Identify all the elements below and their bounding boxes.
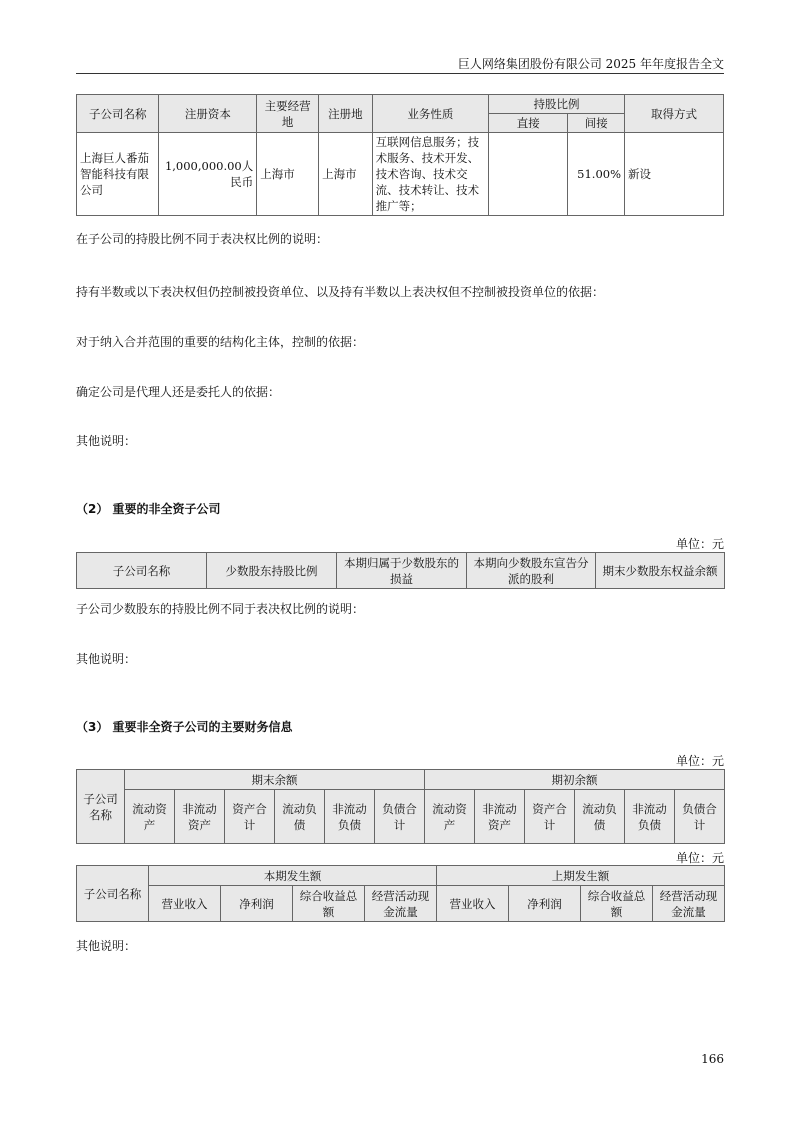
unit-label: 单位：元 [675, 754, 724, 768]
note-other-1: 其他说明： [76, 434, 137, 448]
cell-registered-place: 上海市 [319, 133, 373, 216]
th-current-liabilities: 流动负债 [275, 790, 325, 844]
th-current-assets: 流动资产 [125, 790, 175, 844]
th-noncurrent-liabilities: 非流动负债 [325, 790, 375, 844]
th-total-liabilities: 负债合计 [675, 790, 725, 844]
th-operating-cash-flow: 经营活动现金流量 [653, 886, 725, 922]
th-revenue: 营业收入 [437, 886, 509, 922]
th-subsidiary-name: 子公司名称 [77, 770, 125, 844]
table-row [77, 133, 724, 216]
header-rule [76, 73, 724, 74]
th-subsidiary-name: 子公司名称 [77, 95, 159, 133]
cell-indirect: 51.00% [568, 133, 625, 216]
cell-main-place: 上海市 [257, 133, 319, 216]
th-total-assets: 资产合计 [225, 790, 275, 844]
th-comprehensive-income: 综合收益总额 [581, 886, 653, 922]
th-registered-capital: 注册资本 [159, 95, 257, 133]
th-minority-ratio: 少数股东持股比例 [207, 553, 337, 589]
page-number: 166 [701, 1052, 724, 1066]
cell-subsidiary-name: 上海巨人番茄智能科技有限公司 [77, 133, 159, 216]
th-current-assets: 流动资产 [425, 790, 475, 844]
th-minority-equity: 期末少数股东权益余额 [596, 553, 725, 589]
cell-direct [489, 133, 568, 216]
balance-table [76, 769, 725, 844]
cell-registered-capital: 1,000,000.00人民币 [159, 133, 257, 216]
th-subsidiary-name: 子公司名称 [77, 553, 207, 589]
minority-table [76, 552, 725, 589]
th-operating-cash-flow: 经营活动现金流量 [365, 886, 437, 922]
note-structured-entity: 对于纳入合并范围的重要的结构化主体，控制的依据： [76, 335, 365, 349]
th-minority-dividend: 本期向少数股东宣告分派的股利 [467, 553, 596, 589]
note-other-3: 其他说明： [76, 939, 137, 953]
note-other-2: 其他说明： [76, 652, 137, 666]
th-indirect: 间接 [568, 114, 625, 133]
th-period-end: 期末余额 [125, 770, 425, 790]
th-total-assets: 资产合计 [525, 790, 575, 844]
income-table [76, 865, 725, 922]
th-current-period: 本期发生额 [149, 866, 437, 886]
section-3-title: （3） 重要非全资子公司的主要财务信息 [76, 720, 293, 734]
th-acquisition-method: 取得方式 [625, 95, 724, 133]
th-net-profit: 净利润 [509, 886, 581, 922]
report-header: 巨人网络集团股份有限公司 2025 年年度报告全文 [457, 57, 724, 71]
section-2-title: （2） 重要的非全资子公司 [76, 502, 221, 516]
th-direct: 直接 [489, 114, 568, 133]
subsidiary-table [76, 94, 724, 216]
note-control-basis: 持有半数或以下表决权但仍控制被投资单位、以及持有半数以上表决权但不控制被投资单位的依据： [76, 285, 605, 299]
th-subsidiary-name: 子公司名称 [77, 866, 149, 922]
unit-label: 单位：元 [675, 851, 724, 865]
th-shareholding: 持股比例 [489, 95, 625, 114]
cell-business-nature: 互联网信息服务；技术服务、技术开发、技术咨询、技术交流、技术转让、技术推广等； [372, 133, 488, 216]
th-noncurrent-liabilities: 非流动负债 [625, 790, 675, 844]
note-minority-ratio: 子公司少数股东的持股比例不同于表决权比例的说明： [76, 602, 365, 616]
th-business-nature: 业务性质 [372, 95, 488, 133]
th-minority-profit: 本期归属于少数股东的损益 [337, 553, 467, 589]
th-registered-place: 注册地 [319, 95, 373, 133]
cell-acquisition-method: 新设 [625, 133, 724, 216]
th-period-start: 期初余额 [425, 770, 725, 790]
th-noncurrent-assets: 非流动资产 [175, 790, 225, 844]
th-main-place: 主要经营地 [257, 95, 319, 133]
th-current-liabilities: 流动负债 [575, 790, 625, 844]
th-noncurrent-assets: 非流动资产 [475, 790, 525, 844]
unit-label: 单位：元 [675, 537, 724, 551]
th-total-liabilities: 负债合计 [375, 790, 425, 844]
th-net-profit: 净利润 [221, 886, 293, 922]
th-prior-period: 上期发生额 [437, 866, 725, 886]
note-shareholding-vs-voting: 在子公司的持股比例不同于表决权比例的说明： [76, 232, 329, 246]
note-agent-principal: 确定公司是代理人还是委托人的依据： [76, 385, 281, 399]
th-comprehensive-income: 综合收益总额 [293, 886, 365, 922]
th-revenue: 营业收入 [149, 886, 221, 922]
